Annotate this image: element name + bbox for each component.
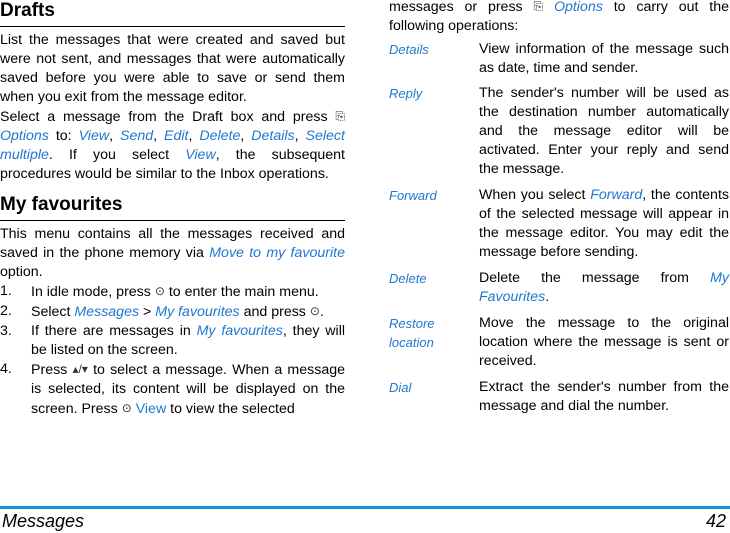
nav-icon: ▴/▾ <box>72 362 88 376</box>
softkey-icon: ⎘ <box>533 0 544 13</box>
step-item: 3. If there are messages in My favourites, they will be listed on the screen. <box>0 323 345 358</box>
favourites-heading: My favourites <box>0 194 345 221</box>
table-row: Dial Extract the sender's number from the message and dial the number. <box>389 379 729 414</box>
drafts-para1: List the messages that were created and saved but were not sent, and messages that were automatically saved before you were able to save or send them when you exit from the message editor. <box>0 32 345 105</box>
table-row: Reply The sender's number will be used as the destination number automatically and the message editor will be activated. Enter your reply and send the message. <box>389 85 729 177</box>
footer-rule <box>0 506 730 509</box>
favourites-para1: This menu contains all the messages received and saved in the phone memory via Move to my favourite option. <box>0 226 345 280</box>
favourites-steps <box>0 282 345 419</box>
operations-table <box>389 36 729 416</box>
softkey-icon: ⎘ <box>335 109 345 123</box>
table-row: Delete Delete the message from My Favourites. <box>389 270 729 305</box>
page-number: 42 <box>705 511 726 531</box>
step-item: 4. Press ▴/▾ to select a message. When a message is selected, its content will be displayed on the screen. Press ⊙ View to view the selected <box>0 361 346 417</box>
operations-intro: messages or press ⎘ Options to carry out the following operations: <box>389 0 729 36</box>
table-row: Forward When you select Forward, the contents of the selected message will appear in the message editor. You may edit the message before sending. <box>389 187 729 260</box>
table-row: Restore location Move the message to the original location where the message is sent or received. <box>389 315 729 369</box>
drafts-para2: Select a message from the Draft box and press ⎘ Options to: View, Send, Edit, Delete, Details, Select multiple. If you select View, the subsequent procedures would be similar to the Inbox operations. <box>0 109 345 182</box>
step-item: 2. Select Messages > My favourites and press ⊙. <box>0 303 324 320</box>
footer-section: Messages <box>2 511 85 531</box>
left-column <box>0 0 345 419</box>
step-item: 1. In idle mode, press ⊙ to enter the main menu. <box>0 283 319 300</box>
ok-icon: ⊙ <box>154 284 165 298</box>
ok-icon: ⊙ <box>309 304 320 318</box>
right-column <box>389 0 729 416</box>
table-row: Details View information of the message such as date, time and sender. <box>389 41 729 76</box>
drafts-heading: Drafts <box>0 0 345 27</box>
ok-icon: ⊙ <box>121 401 132 415</box>
